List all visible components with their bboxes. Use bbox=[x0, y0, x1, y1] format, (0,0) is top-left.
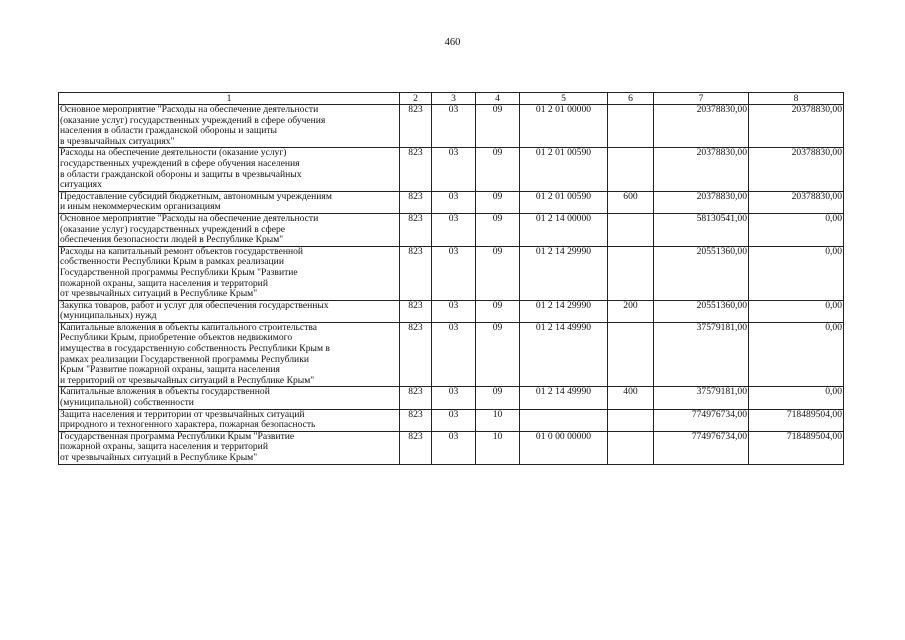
row-admin-code-cell: 823 bbox=[400, 148, 432, 191]
row-name-cell: Предоставление субсидий бюджетным, автономным учреждениям и иным некоммерческим организациям bbox=[59, 191, 400, 213]
row-expense-type-cell bbox=[608, 431, 654, 464]
row-target-article-cell: 01 2 01 00000 bbox=[520, 105, 608, 148]
row-amount-year2-cell: 0,00 bbox=[749, 213, 844, 246]
header-col-2: 2 bbox=[400, 93, 432, 105]
row-amount-year2-cell: 20378830,00 bbox=[749, 105, 844, 148]
row-section-cell: 03 bbox=[432, 387, 476, 409]
table-row bbox=[59, 213, 844, 246]
row-amount-year1-cell: 774976734,00 bbox=[654, 431, 749, 464]
row-amount-year2-cell: 0,00 bbox=[749, 387, 844, 409]
row-target-article-cell: 01 0 00 00000 bbox=[520, 431, 608, 464]
row-amount-year2-cell: 20378830,00 bbox=[749, 191, 844, 213]
row-target-article-cell: 01 2 14 49990 bbox=[520, 322, 608, 387]
row-admin-code-cell: 823 bbox=[400, 322, 432, 387]
row-expense-type-cell bbox=[608, 213, 654, 246]
row-section-cell: 03 bbox=[432, 213, 476, 246]
row-section-cell: 03 bbox=[432, 431, 476, 464]
row-expense-type-cell bbox=[608, 148, 654, 191]
row-expense-type-cell bbox=[608, 246, 654, 300]
row-subsection-cell: 09 bbox=[476, 213, 520, 246]
row-subsection-cell: 09 bbox=[476, 300, 520, 322]
row-expense-type-cell bbox=[608, 322, 654, 387]
row-admin-code-cell: 823 bbox=[400, 105, 432, 148]
row-target-article-cell: 01 2 14 29990 bbox=[520, 246, 608, 300]
row-name-cell: Капитальные вложения в объекты капитального строительства Республики Крым, приобретение объектов недвижимого имущества в государственную собственность Республики Крым в рамках реализации Государственной программы Республики Крым "Развитие пожарной охраны, защита населения и территорий от чрезвычайных ситуаций в Республике Крым" bbox=[59, 322, 400, 387]
row-expense-type-cell bbox=[608, 409, 654, 431]
row-name-cell: Расходы на капитальный ремонт объектов государственной собственности Республики Крым в рамках реализации Государственной программы Республики Крым "Развитие пожарной охраны, защита населения и территорий от чрезвычайных ситуаций в Республике Крым" bbox=[59, 246, 400, 300]
row-amount-year1-cell: 37579181,00 bbox=[654, 387, 749, 409]
row-section-cell: 03 bbox=[432, 191, 476, 213]
row-admin-code-cell: 823 bbox=[400, 431, 432, 464]
row-amount-year1-cell: 37579181,00 bbox=[654, 322, 749, 387]
row-admin-code-cell: 823 bbox=[400, 409, 432, 431]
row-admin-code-cell: 823 bbox=[400, 387, 432, 409]
row-subsection-cell: 09 bbox=[476, 322, 520, 387]
row-target-article-cell: 01 2 14 49990 bbox=[520, 387, 608, 409]
row-amount-year1-cell: 20378830,00 bbox=[654, 191, 749, 213]
row-target-article-cell: 01 2 01 00590 bbox=[520, 148, 608, 191]
row-name-cell: Основное мероприятие "Расходы на обеспечение деятельности (оказание услуг) государственных учреждений в сфере обеспечения безопасности людей в Республике Крым" bbox=[59, 213, 400, 246]
row-section-cell: 03 bbox=[432, 322, 476, 387]
row-subsection-cell: 09 bbox=[476, 387, 520, 409]
row-subsection-cell: 09 bbox=[476, 191, 520, 213]
row-name-cell: Защита населения и территории от чрезвычайных ситуаций природного и техногенного характера, пожарная безопасность bbox=[59, 409, 400, 431]
row-amount-year1-cell: 20378830,00 bbox=[654, 105, 749, 148]
row-section-cell: 03 bbox=[432, 300, 476, 322]
row-subsection-cell: 09 bbox=[476, 105, 520, 148]
row-subsection-cell: 10 bbox=[476, 431, 520, 464]
row-amount-year2-cell: 0,00 bbox=[749, 246, 844, 300]
row-name-cell: Государственная программа Республики Крым "Развитие пожарной охраны, защита населения и территорий от чрезвычайных ситуаций в Республике Крым" bbox=[59, 431, 400, 464]
table-row bbox=[59, 431, 844, 464]
table-row bbox=[59, 148, 844, 191]
table-row bbox=[59, 246, 844, 300]
table-row bbox=[59, 191, 844, 213]
row-amount-year2-cell: 718489504,00 bbox=[749, 431, 844, 464]
row-subsection-cell: 09 bbox=[476, 246, 520, 300]
budget-table bbox=[58, 92, 844, 465]
row-admin-code-cell: 823 bbox=[400, 246, 432, 300]
header-col-5: 5 bbox=[520, 93, 608, 105]
row-section-cell: 03 bbox=[432, 246, 476, 300]
row-section-cell: 03 bbox=[432, 105, 476, 148]
row-expense-type-cell: 400 bbox=[608, 387, 654, 409]
row-section-cell: 03 bbox=[432, 148, 476, 191]
row-admin-code-cell: 823 bbox=[400, 213, 432, 246]
table-row bbox=[59, 387, 844, 409]
header-col-8: 8 bbox=[749, 93, 844, 105]
row-name-cell: Закупка товаров, работ и услуг для обеспечения государственных (муниципальных) нужд bbox=[59, 300, 400, 322]
header-col-4: 4 bbox=[476, 93, 520, 105]
row-amount-year2-cell: 0,00 bbox=[749, 322, 844, 387]
header-row bbox=[59, 93, 844, 105]
row-amount-year1-cell: 20551360,00 bbox=[654, 300, 749, 322]
row-target-article-cell: 01 2 14 00000 bbox=[520, 213, 608, 246]
row-amount-year1-cell: 774976734,00 bbox=[654, 409, 749, 431]
row-target-article-cell: 01 2 14 29990 bbox=[520, 300, 608, 322]
row-subsection-cell: 10 bbox=[476, 409, 520, 431]
row-subsection-cell: 09 bbox=[476, 148, 520, 191]
row-expense-type-cell bbox=[608, 105, 654, 148]
page-number: 460 bbox=[444, 37, 461, 48]
row-amount-year2-cell: 718489504,00 bbox=[749, 409, 844, 431]
row-amount-year1-cell: 58130541,00 bbox=[654, 213, 749, 246]
row-amount-year1-cell: 20378830,00 bbox=[654, 148, 749, 191]
row-expense-type-cell: 600 bbox=[608, 191, 654, 213]
header-col-7: 7 bbox=[654, 93, 749, 105]
row-name-cell: Расходы на обеспечение деятельности (оказание услуг) государственных учреждений в сфере обучения населения в области гражданской обороны и защиты в чрезвычайных ситуациях bbox=[59, 148, 400, 191]
table-row bbox=[59, 105, 844, 148]
row-amount-year1-cell: 20551360,00 bbox=[654, 246, 749, 300]
row-expense-type-cell: 200 bbox=[608, 300, 654, 322]
table-row bbox=[59, 300, 844, 322]
header-col-6: 6 bbox=[608, 93, 654, 105]
table-row bbox=[59, 409, 844, 431]
header-col-1: 1 bbox=[59, 93, 400, 105]
header-col-3: 3 bbox=[432, 93, 476, 105]
row-amount-year2-cell: 20378830,00 bbox=[749, 148, 844, 191]
row-admin-code-cell: 823 bbox=[400, 191, 432, 213]
row-name-cell: Капитальные вложения в объекты государственной (муниципальной) собственности bbox=[59, 387, 400, 409]
row-name-cell: Основное мероприятие "Расходы на обеспечение деятельности (оказание услуг) государственных учреждений в сфере обучения населения в области гражданской обороны и защиты в чрезвычайных ситуациях" bbox=[59, 105, 400, 148]
row-section-cell: 03 bbox=[432, 409, 476, 431]
row-target-article-cell bbox=[520, 409, 608, 431]
table-row bbox=[59, 322, 844, 387]
row-amount-year2-cell: 0,00 bbox=[749, 300, 844, 322]
row-admin-code-cell: 823 bbox=[400, 300, 432, 322]
row-target-article-cell: 01 2 01 00590 bbox=[520, 191, 608, 213]
